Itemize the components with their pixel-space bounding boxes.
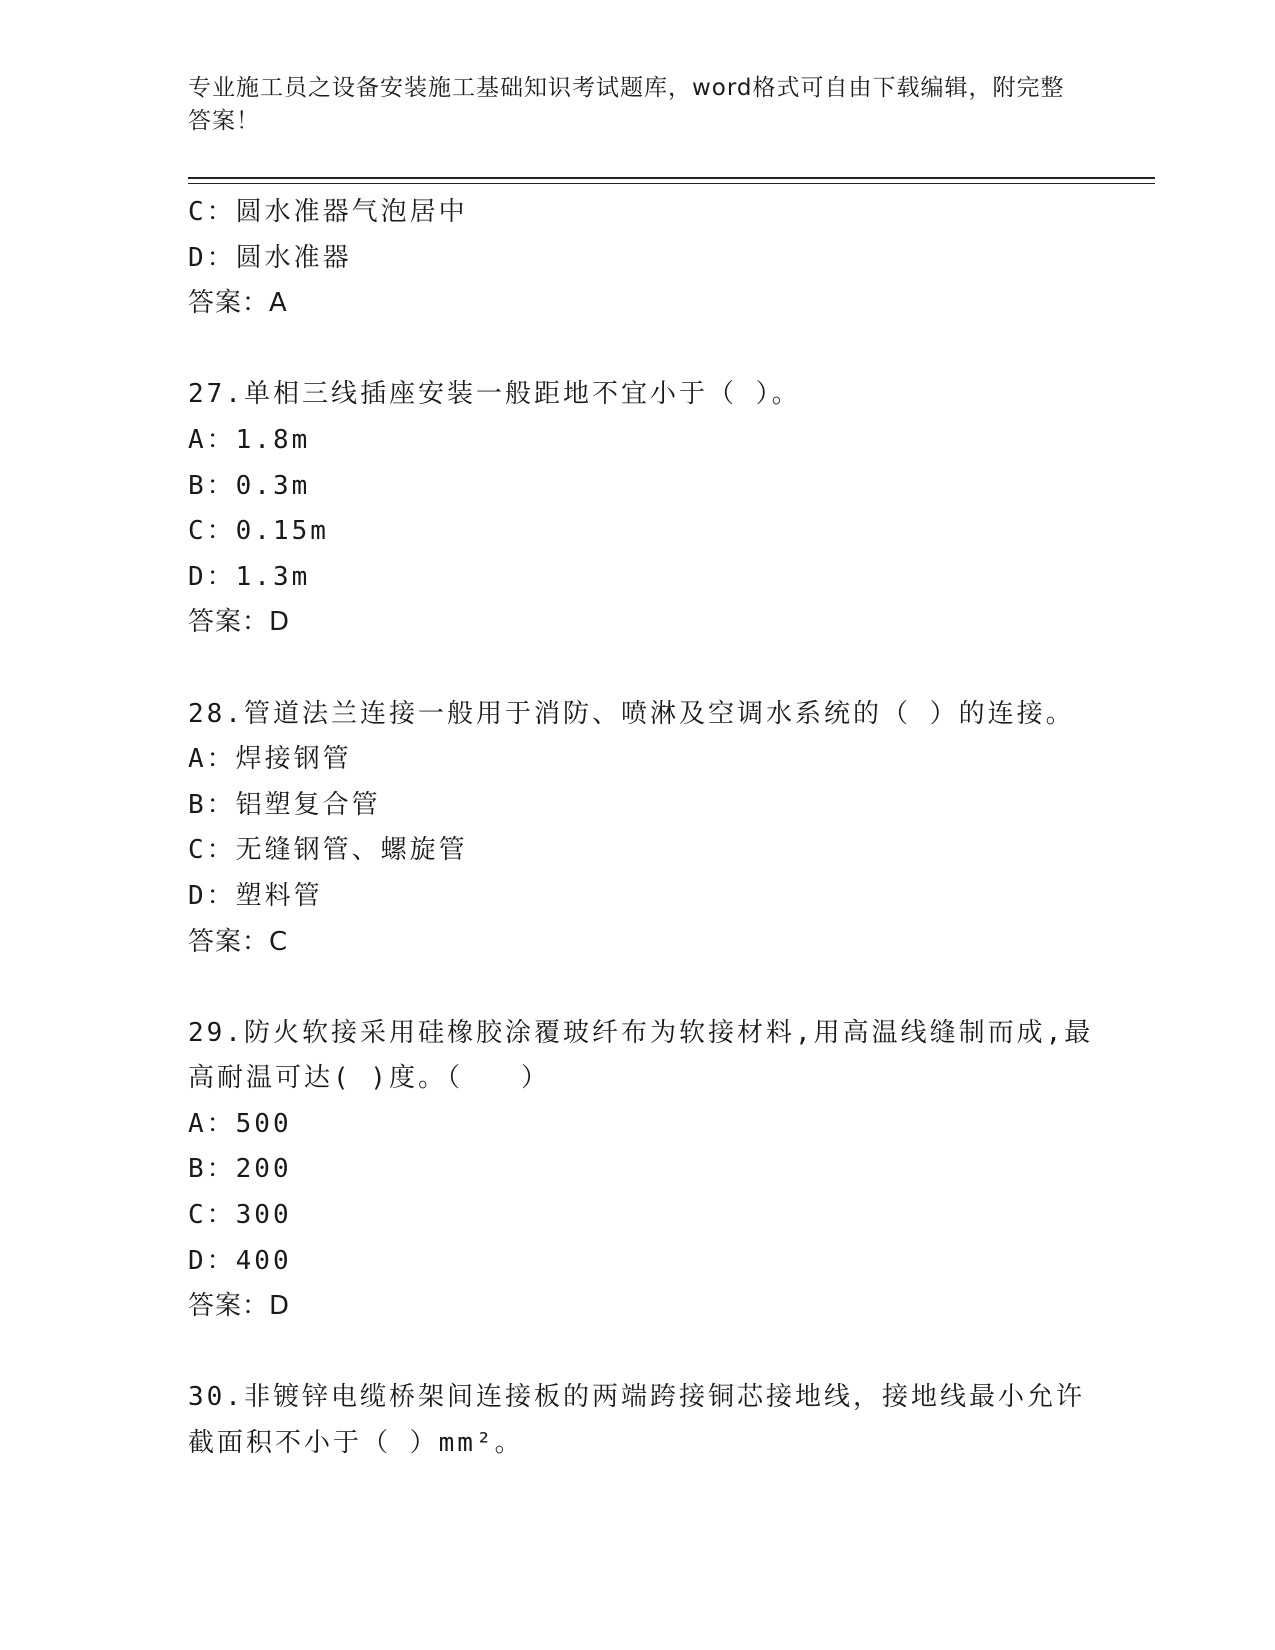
option-line: D：塑料管	[188, 880, 323, 911]
spacer	[188, 646, 1068, 692]
question-stem: 28.管道法兰连接一般用于消防、喷淋及空调水系统的（ ）的连接。	[188, 698, 1075, 729]
question-stem: 29.防火软接采用硅橡胶涂覆玻纤布为软接材料,用高温线缝制而成,最	[188, 1017, 1094, 1048]
option-line: B：铝塑复合管	[188, 789, 381, 820]
option-line: D：1.3m	[188, 561, 311, 592]
option-line: C：无缝钢管、螺旋管	[188, 835, 468, 866]
header-divider-thick	[188, 177, 1155, 179]
header-divider-thin	[188, 183, 1155, 184]
option-line: B：0.3m	[188, 470, 311, 501]
option-line: D：圆水准器	[188, 242, 352, 273]
option-line: C：圆水准器气泡居中	[188, 197, 468, 227]
answer-line: 答案：C	[188, 926, 289, 957]
option-line: C：0.15m	[188, 516, 329, 547]
answer-line: 答案：A	[188, 288, 288, 319]
question-list	[188, 190, 1094, 1467]
answer-line: 答案：D	[188, 1291, 291, 1322]
spacer	[188, 327, 1068, 373]
option-line: A：500	[188, 1108, 292, 1139]
document-header: 专业施工员之设备安装施工基础知识考试题库，word格式可自由下载编辑，附完整答案！	[188, 75, 1065, 134]
option-line: D：400	[188, 1245, 292, 1276]
spacer	[188, 965, 1068, 1011]
question-stem-continued: 高耐温可达( )度。（ ）	[188, 1063, 550, 1094]
answer-line: 答案：D	[188, 607, 291, 638]
question-stem: 27.单相三线插座安装一般距地不宜小于（ ）。	[188, 379, 801, 410]
spacer	[188, 1330, 1068, 1376]
option-line: C：300	[188, 1200, 292, 1231]
option-line: A：焊接钢管	[188, 744, 352, 775]
question-stem: 30.非镀锌电缆桥架间连接板的两端跨接铜芯接地线，接地线最小允许	[188, 1382, 1085, 1413]
option-line: A：1.8m	[188, 424, 311, 455]
option-line: B：200	[188, 1154, 292, 1185]
question-stem-continued: 截面积不小于（ ）mm²。	[188, 1428, 524, 1459]
